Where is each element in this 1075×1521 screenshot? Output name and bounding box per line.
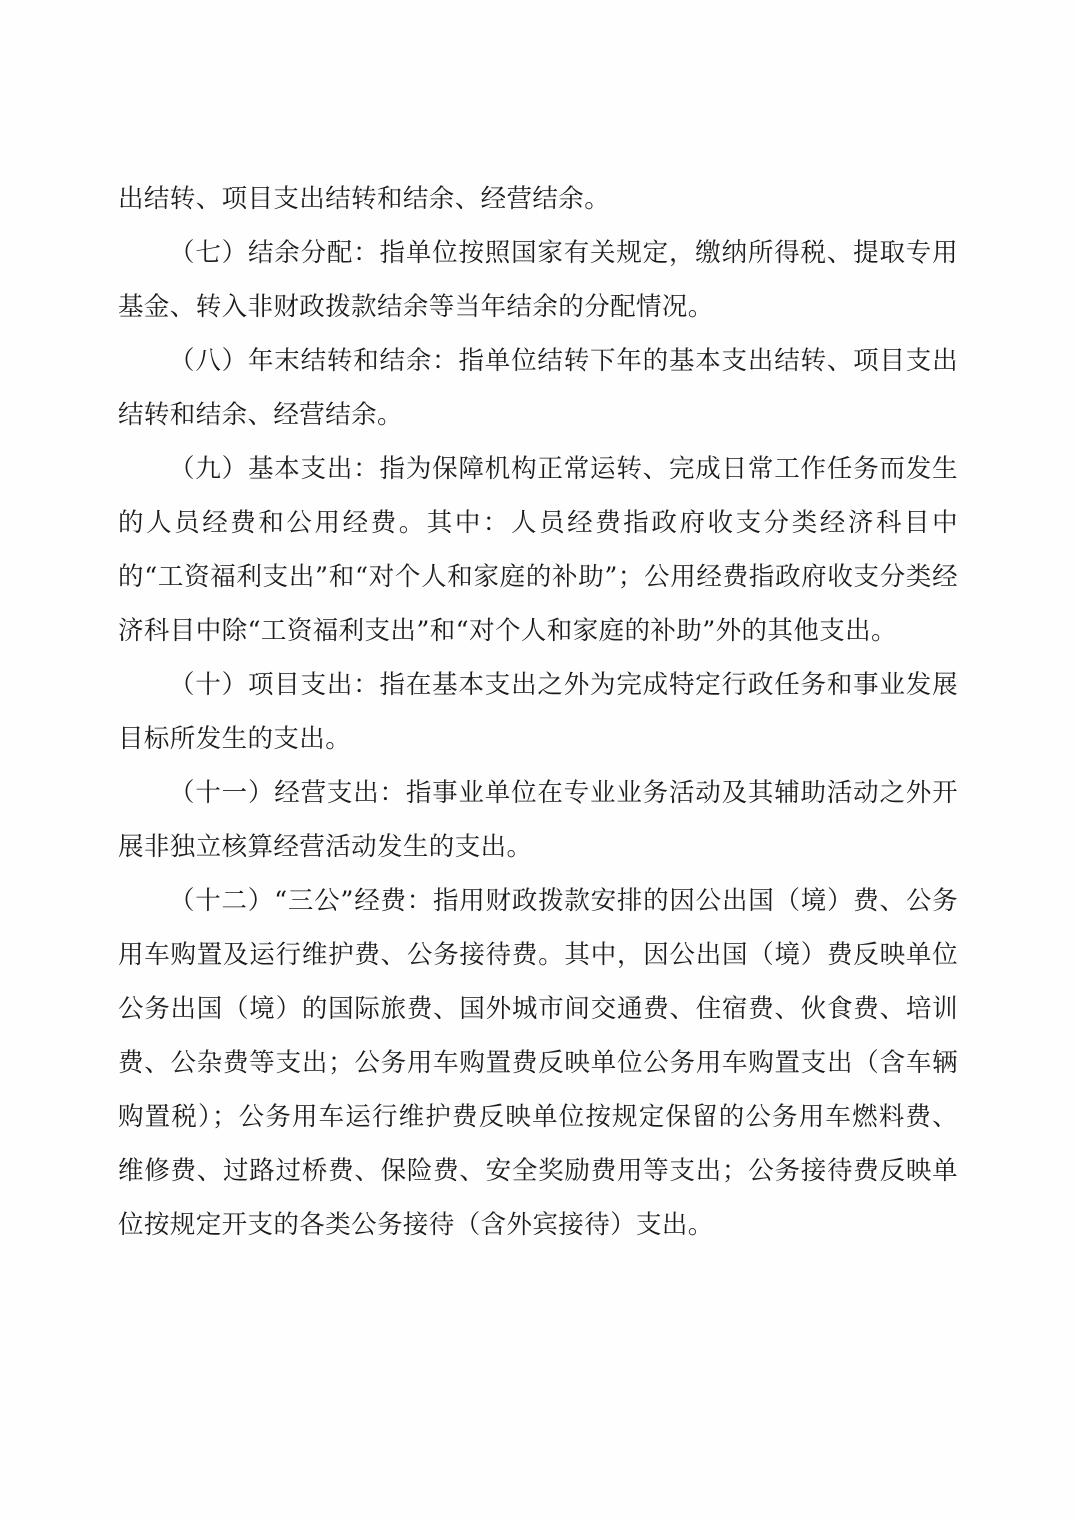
paragraph-item-12: （十二）“三公”经费：指用财政拨款安排的因公出国（境）费、公务用车购置及运行维护费、公务接待费。其中，因公出国（境）费反映单位公务出国（境）的国际旅费、国外城市间交通费、住宿费、伙食费、培训费、公杂费等支出；公务用车购置费反映单位公务用车购置支出（含车辆购置税）；公务用车运行维护费反映单位按规定保留的公务用车燃料费、维修费、过路过桥费、保险费、安全奖励费用等支出；公务接待费反映单位按规定开支的各类公务接待（含外宾接待）支出。 xyxy=(118,886,958,1240)
paragraph-item-9: （九）基本支出：指为保障机构正常运转、完成日常工作任务而发生的人员经费和公用经费。其中：人员经费指政府收支分类经济科目中的“工资福利支出”和“对个人和家庭的补助”；公用经费指政府收支分类经济科目中除“工资福利支出”和“对个人和家庭的补助”外的其他支出。 xyxy=(118,454,958,646)
paragraph-continuation: 出结转、项目支出结转和结余、经营结余。 xyxy=(118,184,611,214)
paragraph-item-11: （十一）经营支出：指事业单位在专业业务活动及其辅助活动之外开展非独立核算经营活动发生的支出。 xyxy=(118,778,958,862)
paragraph-item-8: （八）年末结转和结余：指单位结转下年的基本支出结转、项目支出结转和结余、经营结余。 xyxy=(118,346,958,430)
paragraph-item-10: （十）项目支出：指在基本支出之外为完成特定行政任务和事业发展目标所发生的支出。 xyxy=(118,670,958,754)
paragraph-item-7: （七）结余分配：指单位按照国家有关规定，缴纳所得税、提取专用基金、转入非财政拨款结余等当年结余的分配情况。 xyxy=(118,238,958,322)
page-text-body xyxy=(118,172,958,1252)
